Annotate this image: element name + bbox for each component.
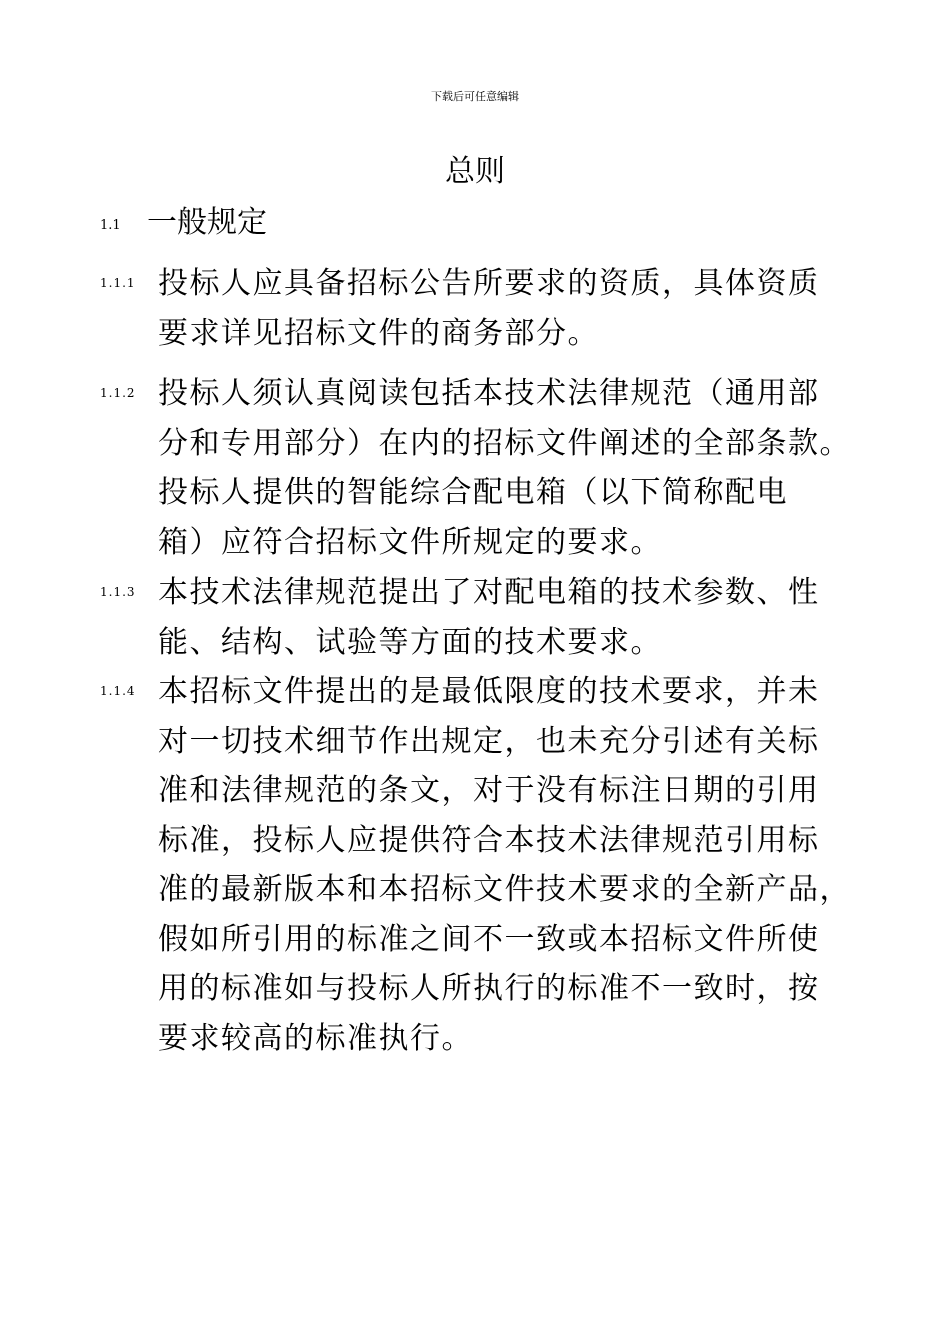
- clause-number: 1.1.2: [100, 386, 136, 400]
- clause-number: 1.1.4: [100, 684, 136, 698]
- clause-number: 1.1.1: [100, 276, 136, 290]
- section-number: 1.1: [100, 218, 121, 233]
- document-title: 总则: [445, 154, 505, 189]
- page-header-note: 下载后可任意编辑: [431, 90, 519, 103]
- clause-text: 投标人须认真阅读包括本技术法律规范（通用部 分和专用部分）在内的招标文件阐述的全部条款。 投标人提供的智能综合配电箱（以下简称配电 箱）应符合招标文件所规定的要求。: [158, 376, 851, 560]
- clause-text: 投标人应具备招标公告所要求的资质，具体资质 要求详见招标文件的商务部分。: [158, 266, 820, 351]
- clause-number: 1.1.3: [100, 585, 136, 599]
- clause-text: 本技术法律规范提出了对配电箱的技术参数、性 能、结构、试验等方面的技术要求。: [158, 575, 820, 660]
- clause-text: 本招标文件提出的是最低限度的技术要求，并未 对一切技术细节作出规定，也未充分引述有关标 准和法律规范的条文，对于没有标注日期的引用 标准，投标人应提供符合本技术法律规范引用标 准的最新版本和本招标文件技术要求的全新产品， 假如所引用的标准之间不一致或本招标文件所使 用的标准如与投标人所执行的标准不一致时，按 要求较高的标准执行。: [158, 674, 851, 1056]
- section-title: 一般规定: [147, 205, 267, 240]
- section-heading: [0, 203, 950, 243]
